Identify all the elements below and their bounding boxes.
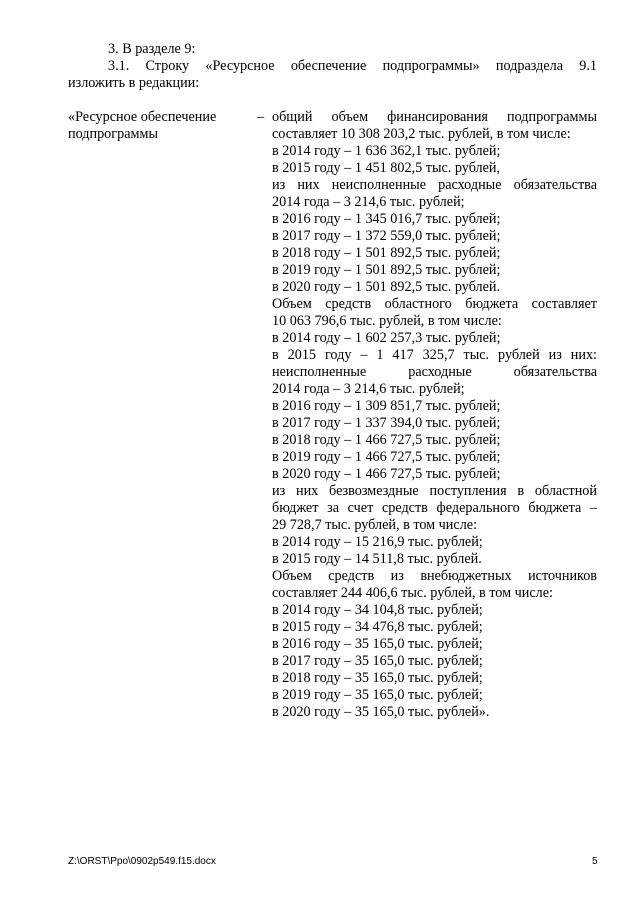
content-line: в 2018 году – 35 165,0 тыс. рублей; <box>272 670 483 686</box>
content-line: в 2016 году – 1 345 016,7 тыс. рублей; <box>272 211 501 227</box>
content-line: в 2019 году – 1 466 727,5 тыс. рублей; <box>272 449 501 465</box>
content-line: в 2020 году – 35 165,0 тыс. рублей». <box>272 704 490 720</box>
content-line: в 2015 году – 1 417 325,7 тыс. рублей из них: <box>272 347 597 363</box>
amendment-item-line-2: изложить в редакции: <box>68 75 200 91</box>
page-number: 5 <box>592 856 598 867</box>
row-content <box>272 109 597 721</box>
content-line: 29 728,7 тыс. рублей, в том числе: <box>272 517 478 533</box>
section-heading: 3. В разделе 9: <box>108 41 196 57</box>
content-line: в 2015 году – 34 476,8 тыс. рублей; <box>272 619 483 635</box>
content-line: в 2020 году – 1 501 892,5 тыс. рублей. <box>272 279 501 295</box>
footer-file-path: Z:\ORST\Ppo\0902p549.f15.docx <box>68 856 216 867</box>
content-line: в 2014 году – 1 636 362,1 тыс. рублей; <box>272 143 501 159</box>
content-line: в 2019 году – 1 501 892,5 тыс. рублей; <box>272 262 501 278</box>
content-line: в 2017 году – 35 165,0 тыс. рублей; <box>272 653 483 669</box>
content-line: в 2017 году – 1 337 394,0 тыс. рублей; <box>272 415 501 431</box>
content-line: в 2015 году – 14 511,8 тыс. рублей. <box>272 551 482 567</box>
amendment-item-line-1: 3.1. Строку «Ресурсное обеспечение подпрограммы» подраздела 9.1 <box>108 58 597 74</box>
content-line: в 2018 году – 1 501 892,5 тыс. рублей; <box>272 245 501 261</box>
content-line: общий объем финансирования подпрограммы <box>272 109 597 125</box>
content-line: неисполненные расходные обязательства <box>272 364 597 380</box>
content-line: в 2020 году – 1 466 727,5 тыс. рублей; <box>272 466 501 482</box>
row-dash: – <box>257 109 265 125</box>
content-line: в 2017 году – 1 372 559,0 тыс. рублей; <box>272 228 501 244</box>
content-line: из них неисполненные расходные обязательства <box>272 177 597 193</box>
row-label <box>68 109 258 143</box>
row-label-line-1: «Ресурсное обеспечение <box>68 109 217 125</box>
content-line: Объем средств из внебюджетных источников <box>272 568 597 584</box>
content-line: в 2016 году – 35 165,0 тыс. рублей; <box>272 636 483 652</box>
content-line: в 2014 году – 1 602 257,3 тыс. рублей; <box>272 330 501 346</box>
content-line: бюджет за счет средств федерального бюджета – <box>272 500 597 516</box>
content-line: в 2016 году – 1 309 851,7 тыс. рублей; <box>272 398 501 414</box>
content-line: в 2019 году – 35 165,0 тыс. рублей; <box>272 687 483 703</box>
content-line: 10 063 796,6 тыс. рублей, в том числе: <box>272 313 502 329</box>
row-label-line-2: подпрограммы <box>68 126 158 142</box>
content-line: 2014 года – 3 214,6 тыс. рублей; <box>272 194 465 210</box>
content-line: 2014 года – 3 214,6 тыс. рублей; <box>272 381 465 397</box>
content-line: в 2014 году – 34 104,8 тыс. рублей; <box>272 602 483 618</box>
content-line: в 2014 году – 15 216,9 тыс. рублей; <box>272 534 483 550</box>
content-line: составляет 244 406,6 тыс. рублей, в том числе: <box>272 585 553 601</box>
content-line: в 2018 году – 1 466 727,5 тыс. рублей; <box>272 432 501 448</box>
content-line: Объем средств областного бюджета составляет <box>272 296 597 312</box>
content-line: составляет 10 308 203,2 тыс. рублей, в том числе: <box>272 126 571 142</box>
content-line: из них безвозмездные поступления в областной <box>272 483 597 499</box>
content-line: в 2015 году – 1 451 802,5 тыс. рублей, <box>272 160 501 176</box>
